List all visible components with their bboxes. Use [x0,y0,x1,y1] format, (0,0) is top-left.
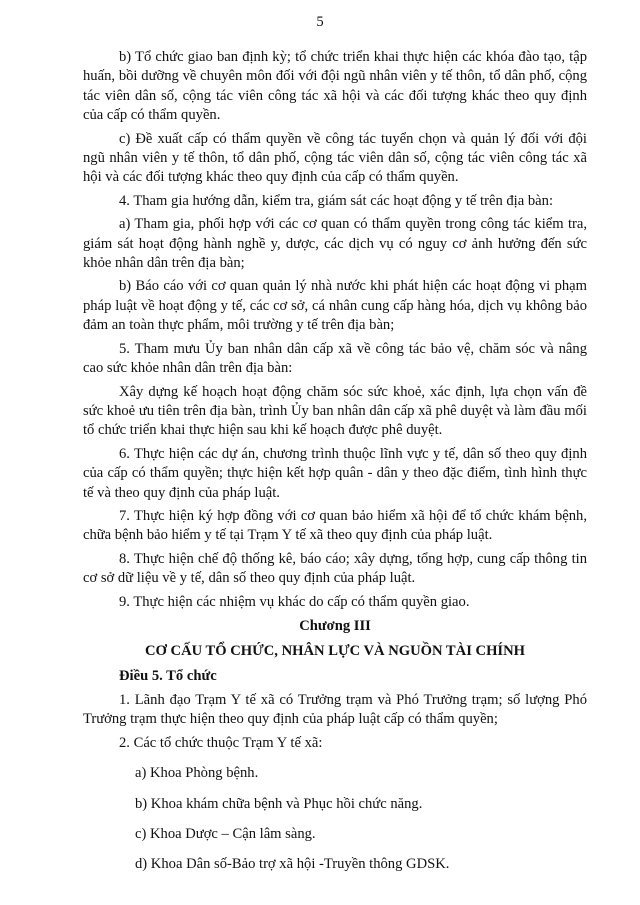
chapter-title: CƠ CẤU TỔ CHỨC, NHÂN LỰC VÀ NGUỒN TÀI CHÍNH [144,642,525,659]
paragraph-9: 9. Thực hiện các nhiệm vụ khác do cấp có thẩm quyền giao. [119,593,470,610]
sub-item-d: d) Khoa Dân số-Bảo trợ xã hội -Truyền thông GDSK. [135,856,450,873]
paragraph-5: 5. Tham mưu Ủy ban nhân dân cấp xã về công tác bảo vệ, chăm sóc và nâng cao sức khỏe nhân dân trên địa bàn: [83,340,587,377]
document-body [83,48,587,886]
page-number: 5 [316,14,324,30]
paragraph-4: 4. Tham gia hướng dẫn, kiểm tra, giám sát các hoạt động y tế trên địa bàn: [119,192,553,209]
sub-item-c: c) Khoa Dược – Cận lâm sàng. [135,826,316,842]
article-heading: Điều 5. Tổ chức [119,667,217,684]
paragraph-3c: c) Đề xuất cấp có thẩm quyền về công tác tuyển chọn và quản lý đối với đội ngũ nhân viên y tế thôn, tổ dân phố, cộng tác viên dân số, cộng tác viên công tác xã hội và các đối tượng khác theo quy định của cấp có thẩm quyền. [83,130,587,186]
sub-item-b: b) Khoa khám chữa bệnh và Phục hồi chức năng. [135,795,423,812]
sub-item-a: a) Khoa Phòng bệnh. [135,765,259,782]
article-paragraph-2: 2. Các tổ chức thuộc Trạm Y tế xã: [119,734,323,751]
paragraph-5-detail: Xây dựng kế hoạch hoạt động chăm sóc sức khoẻ, xác định, lựa chọn vấn đề sức khoẻ ưu tiên trên địa bàn, trình Ủy ban nhân dân cấp xã phê duyệt và làm đầu mối tổ chức triển khai thực hiện sau khi kế hoạch được phê duyệt. [83,383,587,439]
paragraph-6: 6. Thực hiện các dự án, chương trình thuộc lĩnh vực y tế, dân số theo quy định của cấp có thẩm quyền; thực hiện kết hợp quân - dân y theo đặc điểm, tình hình thực tế và theo quy định của pháp luật. [83,445,587,501]
paragraph-7: 7. Thực hiện ký hợp đồng với cơ quan bảo hiểm xã hội để tổ chức khám bệnh, chữa bệnh bảo hiểm y tế tại Trạm Y tế xã theo quy định của pháp luật. [83,507,587,544]
article-paragraph-1: 1. Lãnh đạo Trạm Y tế xã có Trưởng trạm và Phó Trưởng trạm; số lượng Phó Trưởng trạm thực hiện theo quy định của pháp luật cấp có thẩm quyền; [83,691,587,728]
paragraph-4b: b) Báo cáo với cơ quan quản lý nhà nước khi phát hiện các hoạt động vi phạm pháp luật về hoạt động y tế, các cơ sở, cá nhân cung cấp hàng hóa, dịch vụ không bảo đảm an toàn thực phẩm, môi trường y tế trên địa bàn; [83,278,587,334]
paragraph-4a: a) Tham gia, phối hợp với các cơ quan có thẩm quyền trong công tác kiểm tra, giám sát hoạt động hành nghề y, dược, các dịch vụ có nguy cơ ảnh hưởng đến sức khỏe nhân dân trên địa bàn; [83,216,587,272]
paragraph-8: 8. Thực hiện chế độ thống kê, báo cáo; xây dựng, tổng hợp, cung cấp thông tin cơ sở dữ liệu về y tế, dân số theo quy định của pháp luật. [83,550,587,587]
paragraph-3b: b) Tổ chức giao ban định kỳ; tổ chức triển khai thực hiện các khóa đào tạo, tập huấn, bồi dưỡng về chuyên môn đối với đội ngũ nhân viên y tế thôn, tổ dân phố, cộng tác viên dân số, cộng tác viên công tác xã hội và các đối tượng khác theo quy định của cấp có thẩm quyền. [83,49,587,124]
chapter-label: Chương III [299,617,371,634]
